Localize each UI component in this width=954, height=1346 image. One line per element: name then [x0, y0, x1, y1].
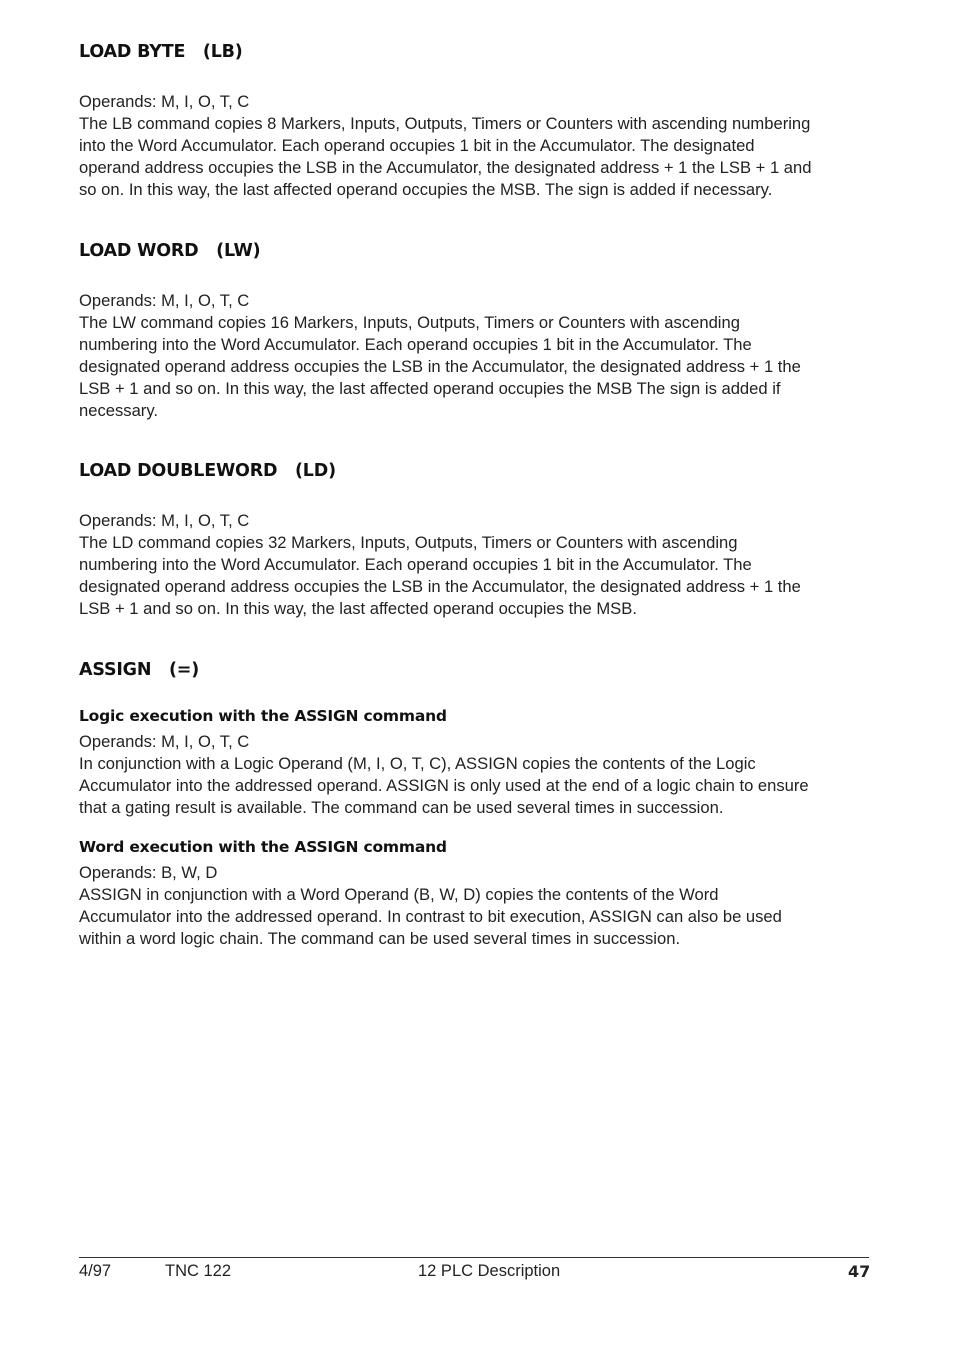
paragraph-load-word: [79, 290, 879, 422]
text-line: Operands: B, W, D: [79, 863, 218, 882]
heading-assign: ASSIGN (=): [79, 660, 200, 680]
paragraph-load-doubleword: [79, 510, 879, 620]
text-line: Operands: M, I, O, T, C: [79, 291, 250, 310]
text-line: within a word logic chain. The command can be used several times in succession.: [79, 929, 681, 948]
text-line: necessary.: [79, 401, 159, 420]
text-line: Operands: M, I, O, T, C: [79, 511, 250, 530]
text-line: numbering into the Word Accumulator. Each operand occupies 1 bit in the Accumulator. The: [79, 555, 752, 574]
text-line: The LD command copies 32 Markers, Inputs, Outputs, Timers or Counters with ascending: [79, 533, 738, 552]
text-line: Operands: M, I, O, T, C: [79, 732, 250, 751]
heading-load-byte: LOAD BYTE (LB): [79, 42, 243, 62]
footer-chapter: 12 PLC Description: [418, 1262, 561, 1280]
text-line: ASSIGN in conjunction with a Word Operand (B, W, D) copies the contents of the Word: [79, 885, 719, 904]
text-line: Operands: M, I, O, T, C: [79, 92, 250, 111]
text-line: LSB + 1 and so on. In this way, the last affected operand occupies the MSB The sign is added if: [79, 379, 781, 398]
text-line: designated operand address occupies the LSB in the Accumulator, the designated address + 1 the: [79, 577, 801, 596]
page-number: 47: [848, 1262, 871, 1281]
text-line: designated operand address occupies the LSB in the Accumulator, the designated address + 1 the: [79, 357, 801, 376]
text-line: numbering into the Word Accumulator. Each operand occupies 1 bit in the Accumulator. The: [79, 335, 752, 354]
text-line: so on. In this way, the last affected operand occupies the MSB. The sign is added if necessary.: [79, 180, 773, 199]
paragraph-word-execution: [79, 862, 879, 950]
text-line: into the Word Accumulator. Each operand occupies 1 bit in the Accumulator. The designated: [79, 136, 755, 155]
footer-product: TNC 122: [165, 1262, 232, 1280]
footer-divider: [79, 1257, 869, 1258]
text-line: The LW command copies 16 Markers, Inputs, Outputs, Timers or Counters with ascending: [79, 313, 740, 332]
text-line: Accumulator into the addressed operand. In contrast to bit execution, ASSIGN can also be used: [79, 907, 782, 926]
text-line: that a gating result is available. The command can be used several times in succession.: [79, 798, 724, 817]
paragraph-load-byte: [79, 91, 879, 201]
text-line: Accumulator into the addressed operand. ASSIGN is only used at the end of a logic chain to ensure: [79, 776, 809, 795]
subheading-word-execution: Word execution with the ASSIGN command: [79, 838, 447, 856]
text-line: LSB + 1 and so on. In this way, the last affected operand occupies the MSB.: [79, 599, 637, 618]
text-line: operand address occupies the LSB in the Accumulator, the designated address + 1 the LSB + 1 and: [79, 158, 812, 177]
heading-load-word: LOAD WORD (LW): [79, 241, 261, 261]
subheading-logic-execution: Logic execution with the ASSIGN command: [79, 707, 447, 725]
paragraph-logic-execution: [79, 731, 879, 819]
text-line: The LB command copies 8 Markers, Inputs, Outputs, Timers or Counters with ascending numbering: [79, 114, 811, 133]
text-line: In conjunction with a Logic Operand (M, I, O, T, C), ASSIGN copies the contents of the Logic: [79, 754, 756, 773]
footer-date: 4/97: [79, 1262, 112, 1280]
heading-load-doubleword: LOAD DOUBLEWORD (LD): [79, 461, 336, 481]
